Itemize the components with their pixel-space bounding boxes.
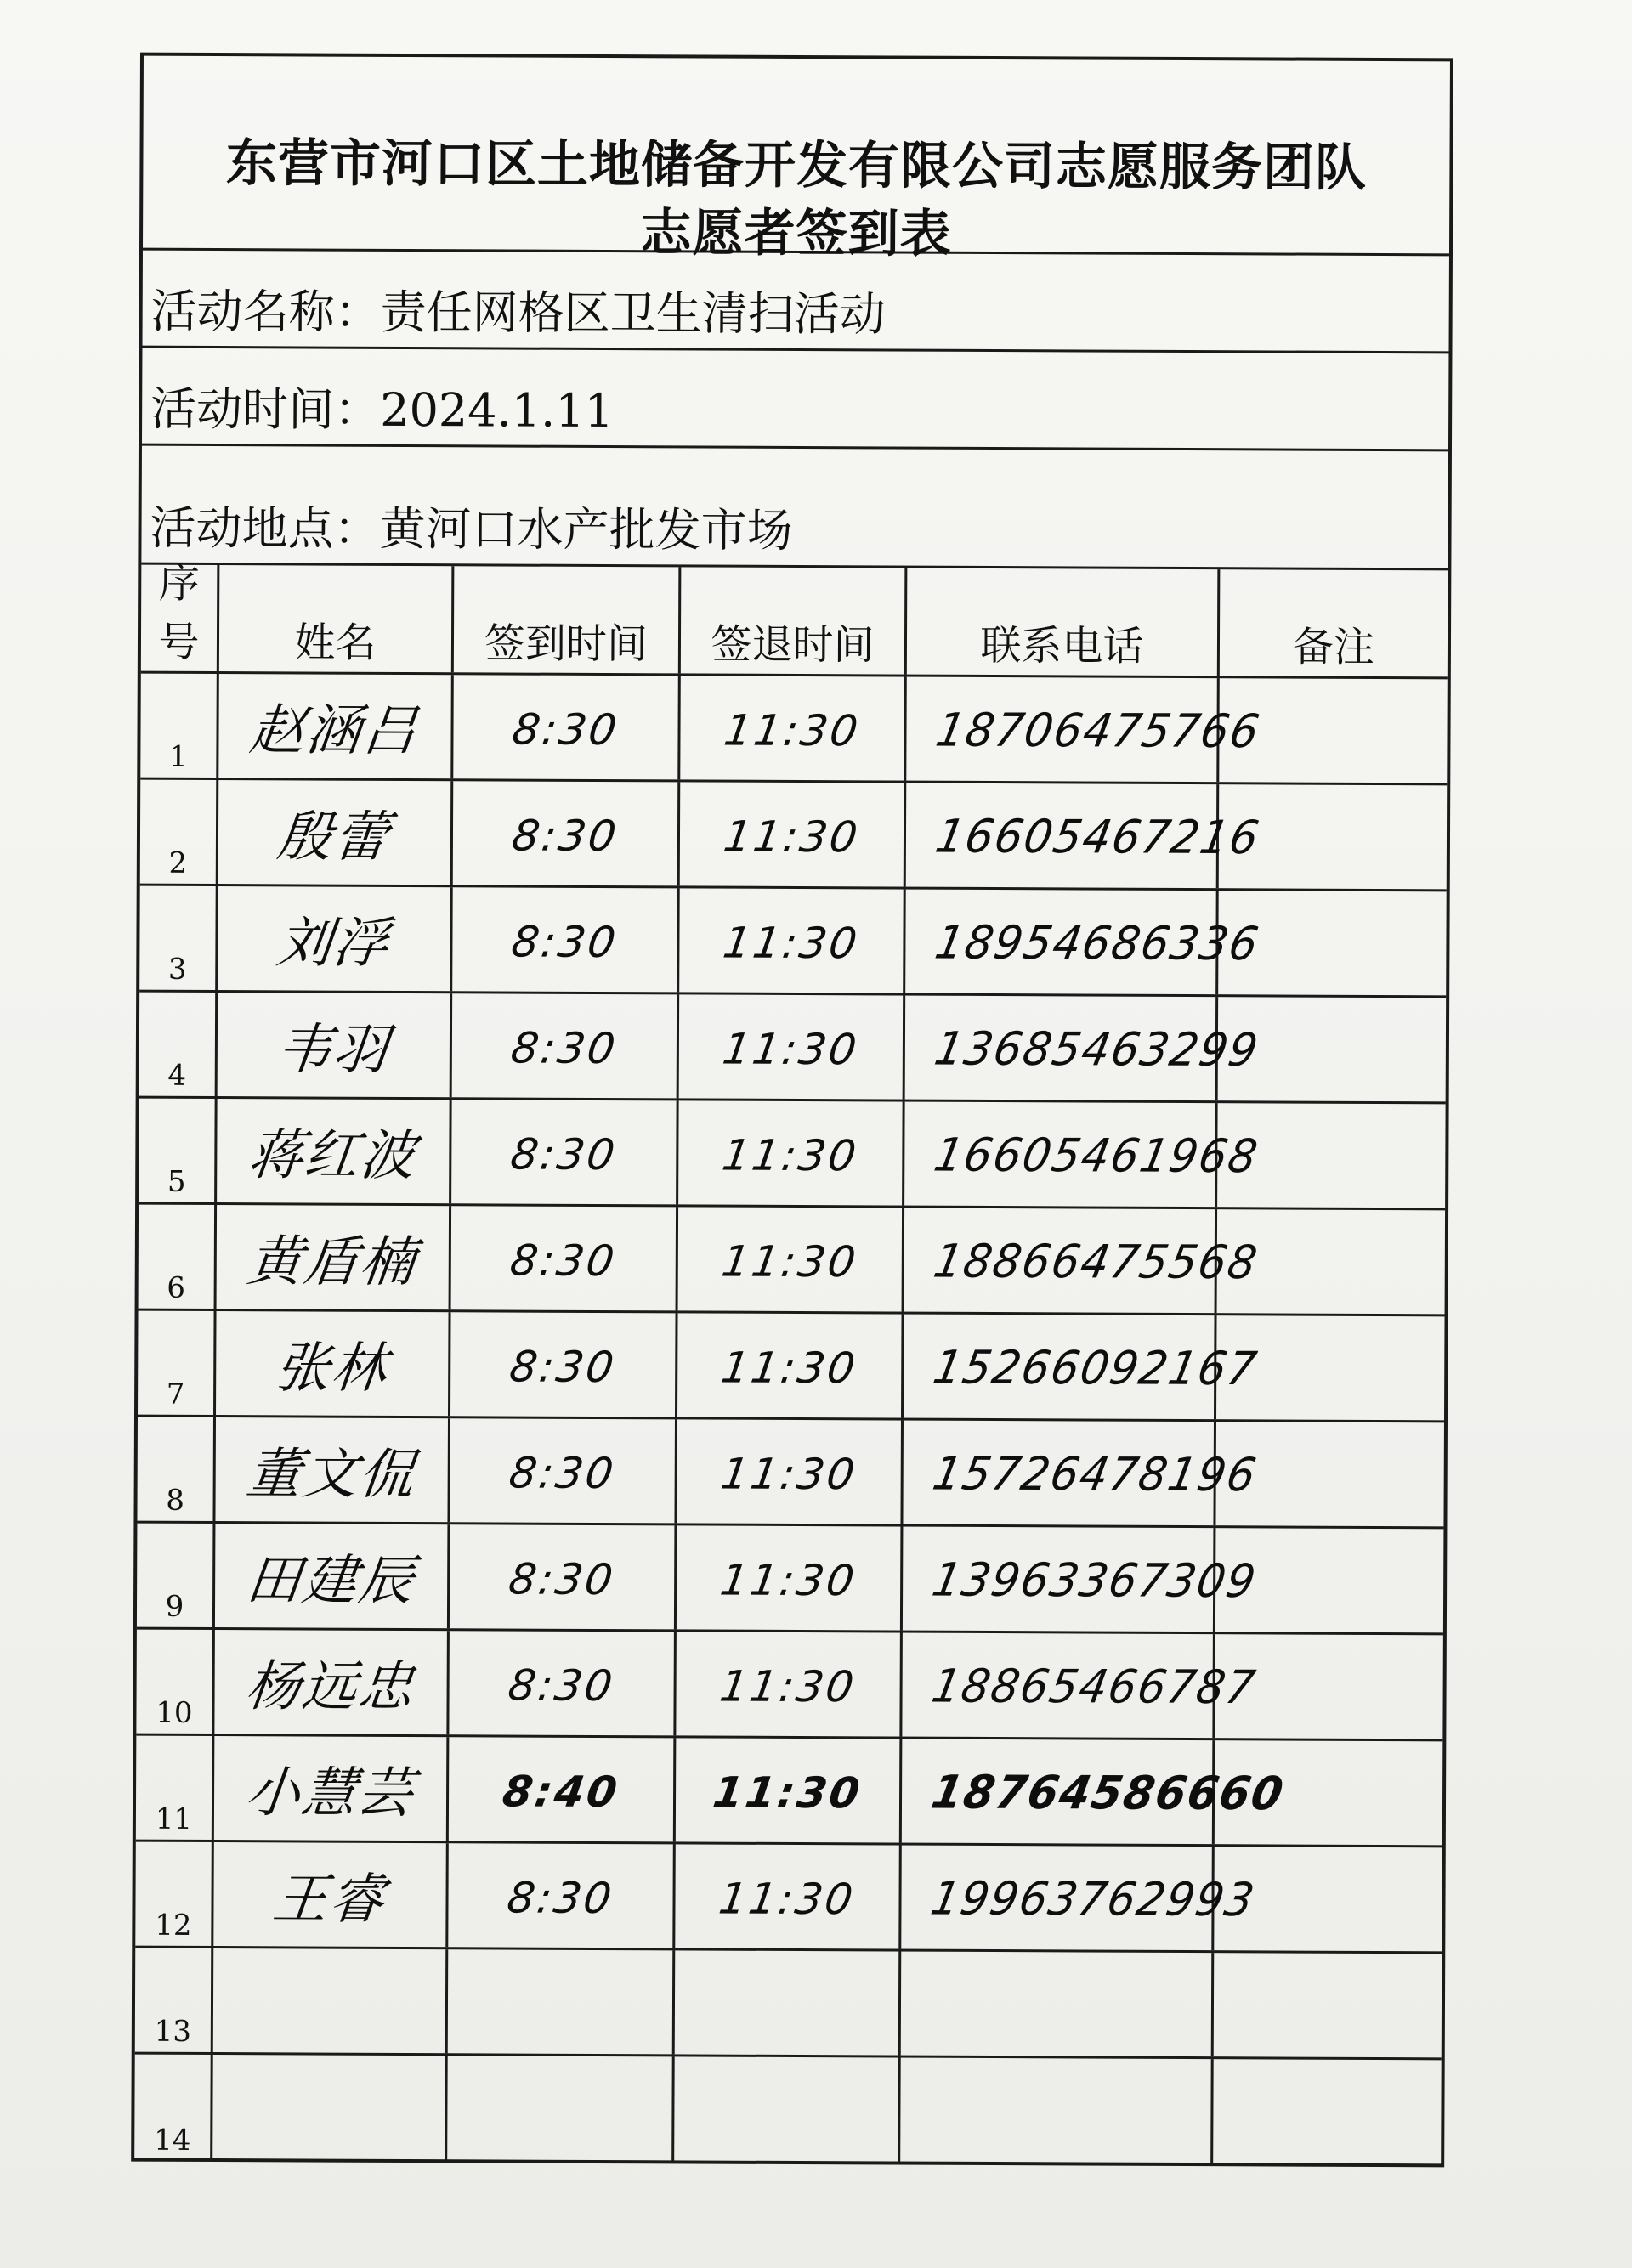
sign-out-cell [678,1207,905,1311]
seq-cell [136,1736,215,1840]
volunteer-signature [212,2108,445,2109]
note-cell [1216,1422,1444,1526]
row-number: 13 [154,2014,192,2049]
phone-cell [902,1739,1289,1845]
row-number: 2 [168,846,188,880]
activity-time-label: 活动时间： [150,382,381,437]
note-cell [1217,1209,1446,1314]
phone-cell [900,2058,1214,2166]
sign-in-time [448,2001,672,2002]
seq-cell [139,993,218,1096]
sign-in-cell [448,1843,676,1948]
seq-cell [134,2055,213,2161]
sign-out-cell [679,888,906,993]
phone-cell [904,1315,1262,1420]
row-number: 4 [167,1058,187,1093]
sign-out-cell [678,1100,905,1205]
column-header [141,559,220,671]
note-cell [1215,1740,1443,1845]
column-header [907,568,1221,676]
seq-cell [140,780,219,884]
sign-out-time: 11:30 [720,918,863,969]
sign-in-time: 8:30 [504,1873,617,1923]
form-title: 东营市河口区土地储备开发有限公司志愿服务团队 [225,133,1368,198]
sign-in-cell [451,1206,679,1310]
sign-in-time: 8:30 [508,917,621,967]
seq-cell [140,674,219,778]
volunteer-signature: 刘浮 [274,912,394,976]
table-row [139,1099,1446,1211]
phone-cell [906,783,1265,889]
column-header-label: 姓名 [294,619,377,667]
sign-in-time: 8:30 [507,1236,620,1286]
sign-out-time: 11:30 [717,1661,859,1712]
note-text [1215,1792,1442,1793]
phone-number: 18954686336 [931,915,1264,971]
sign-in-cell [450,1312,678,1417]
activity-time-row [142,348,1448,452]
sign-in-cell [453,781,681,885]
sign-out-cell [679,994,906,1099]
phone-cell [903,1421,1262,1526]
sign-in-time: 8:30 [507,1129,620,1179]
row-number: 9 [165,1589,184,1624]
table-row [137,1417,1444,1530]
phone-number: 13963367309 [928,1553,1261,1609]
name-cell [215,1524,450,1628]
seq-cell [139,1099,218,1202]
phone-cell [904,1208,1263,1314]
title-band [143,56,1450,264]
name-cell [212,2055,448,2162]
phone-number: 19963762993 [926,1871,1260,1927]
phone-cell [903,1527,1261,1632]
activity-place-row [141,446,1448,571]
activity-place-label: 活动地点： [150,501,380,556]
table-row [139,993,1447,1105]
note-cell [1215,1634,1443,1739]
sign-out-cell [677,1419,904,1524]
sign-in-time: 8:30 [507,1023,621,1073]
note-cell [1218,891,1447,995]
phone-number [909,2111,1204,2112]
sign-out-time: 11:30 [718,1343,861,1394]
activity-name-value: 责任网格区卫生清扫活动 [380,285,886,342]
sign-out-time: 11:30 [710,1767,865,1818]
sign-out-cell [676,1632,903,1736]
note-cell [1218,997,1447,1101]
note-text [1217,1261,1445,1262]
name-cell [217,1099,452,1203]
sign-out-time: 11:30 [719,1130,862,1181]
sign-out-cell [677,1525,904,1630]
table-row [138,1311,1445,1423]
volunteer-signature: 田建辰 [242,1549,419,1614]
table-row [139,886,1447,998]
note-cell [1219,784,1448,889]
note-text [1218,942,1446,943]
phone-number: 16605467216 [932,809,1265,865]
note-cell [1216,1528,1444,1632]
note-cell [1214,1953,1442,2057]
column-header-label: 序号 [158,559,200,666]
sign-in-cell [450,1524,677,1629]
row-number: 5 [167,1164,186,1199]
name-cell [217,1205,452,1309]
phone-number: 18706475766 [932,703,1265,759]
sign-in-time: 8:30 [505,1554,619,1604]
sign-out-time: 11:30 [717,1555,860,1606]
volunteer-signature: 王睿 [269,1868,389,1931]
volunteer-signature [213,2000,445,2001]
volunteer-signature: 董文侃 [243,1443,419,1507]
name-cell [218,780,454,885]
row-number: 1 [168,739,188,774]
row-number: 11 [155,1801,193,1836]
note-text [1216,1686,1443,1687]
sign-in-time: 8:30 [506,1448,620,1498]
row-number: 12 [155,1908,192,1943]
table-row [140,780,1448,892]
sign-out-time [675,2002,898,2003]
seq-cell [135,1948,214,2052]
phone-number: 15726478196 [928,1446,1262,1502]
form-subtitle: 志愿者签到表 [640,203,952,264]
sign-in-cell [452,993,680,1098]
column-header-label: 签到时间 [484,619,649,669]
note-text [1213,2112,1441,2113]
phone-cell [901,1952,1215,2057]
note-cell [1213,2059,1442,2166]
sign-out-time: 11:30 [718,1236,862,1287]
name-cell [214,1736,450,1841]
table-row [137,1524,1444,1636]
name-cell [218,886,453,991]
phone-number: 18865466787 [927,1659,1261,1715]
name-cell [213,1842,449,1947]
sign-out-cell [677,1313,904,1417]
sign-out-time: 11:30 [717,1449,860,1500]
sign-in-cell [450,1418,677,1523]
phone-cell [901,1846,1260,1951]
phone-cell [905,996,1264,1101]
column-header-label: 签退时间 [711,620,875,670]
volunteer-signature: 小慧芸 [241,1762,417,1826]
note-text [1216,1367,1444,1368]
sign-in-cell [448,1949,676,2054]
column-header [681,567,908,674]
sign-out-time: 11:30 [716,1874,858,1925]
seq-cell [139,886,218,990]
note-cell [1216,1315,1445,1420]
name-cell [215,1417,450,1522]
phone-number: 16605461968 [930,1128,1263,1184]
note-text [1216,1580,1443,1581]
sign-out-cell [674,2056,901,2163]
note-cell [1219,678,1448,783]
table-row [134,2055,1442,2167]
sign-in-time: 8:30 [506,1342,620,1392]
note-cell [1217,1103,1446,1208]
seq-cell [137,1524,216,1627]
activity-name-label: 活动名称： [150,284,381,339]
volunteer-signature: 殷蕾 [274,806,394,869]
note-cell [1214,1847,1442,1951]
table-row [136,1736,1443,1848]
name-cell [214,1630,450,1734]
row-number: 10 [156,1695,193,1730]
sign-in-cell [451,1100,679,1204]
name-cell [216,1311,451,1416]
column-header-label: 联系电话 [980,621,1144,670]
volunteer-signature: 蒋红波 [245,1124,421,1189]
row-number: 14 [154,2123,191,2158]
table-row [135,1842,1442,1954]
sign-in-time [447,2109,672,2110]
name-cell [218,674,454,778]
phone-cell [902,1633,1261,1739]
activity-time-value: 2024.1.11 [380,382,615,438]
table-row [136,1630,1443,1742]
column-header [454,566,682,673]
sign-out-cell [680,782,907,886]
seq-cell [136,1630,215,1734]
phone-number: 18866475568 [929,1234,1263,1290]
sign-in-table [134,559,1448,2164]
sign-in-time: 8:40 [499,1767,623,1817]
sign-in-time: 8:30 [509,704,622,755]
column-header [1220,569,1448,676]
seq-cell [135,1842,214,1946]
note-text [1219,836,1447,837]
sign-out-time: 11:30 [719,1024,863,1075]
volunteer-signature: 赵涵吕 [246,699,422,764]
activity-place-value: 黄河口水产批发市场 [379,501,793,557]
note-text [1216,1473,1444,1474]
sign-out-cell [675,1950,902,2055]
sign-in-time: 8:30 [505,1660,618,1711]
sign-in-cell [449,1631,677,1735]
volunteer-signature: 张林 [272,1337,392,1400]
sign-in-cell [449,1737,677,1841]
row-number: 3 [167,952,187,987]
table-row [135,1948,1442,2061]
volunteer-signature: 杨远忠 [242,1655,418,1720]
seq-cell [139,1205,218,1309]
column-header-label: 备注 [1292,623,1375,671]
sign-in-cell [453,675,681,779]
seq-cell [137,1417,216,1521]
row-number: 6 [167,1270,186,1305]
note-text [1215,1898,1442,1899]
phone-number [909,2004,1204,2005]
sign-in-form [131,53,1454,2168]
sign-in-cell [447,2056,675,2163]
phone-cell [906,677,1265,783]
phone-number: 18764586660 [927,1765,1289,1821]
phone-cell [904,1102,1263,1208]
sign-out-cell [675,1844,902,1948]
note-text [1217,1155,1445,1156]
phone-number: 13685463299 [930,1021,1264,1077]
table-row [139,1205,1446,1317]
column-header [219,565,455,672]
name-cell [213,1948,449,2053]
row-number: 7 [166,1377,185,1411]
sign-out-cell [680,676,907,780]
sign-in-cell [452,887,680,992]
activity-name-row [142,251,1448,354]
table-row [140,674,1448,786]
sign-in-time: 8:30 [508,811,622,861]
sign-out-cell [676,1738,903,1842]
phone-cell [905,890,1264,995]
table-header-row [141,559,1448,680]
phone-number: 15266092167 [929,1340,1262,1396]
sign-out-time: 11:30 [720,812,864,863]
sign-out-time [674,2110,898,2111]
name-cell [218,993,453,1097]
row-number: 8 [166,1483,184,1518]
sign-out-time: 11:30 [721,705,864,756]
note-text [1220,730,1448,731]
volunteer-signature: 韦羽 [273,1018,393,1082]
seq-cell [138,1311,217,1415]
volunteer-signature: 黄盾楠 [244,1230,420,1295]
